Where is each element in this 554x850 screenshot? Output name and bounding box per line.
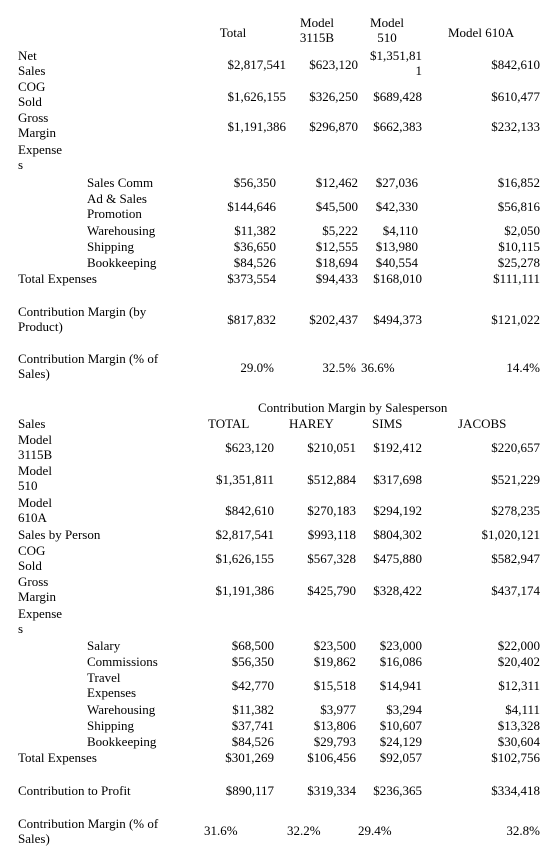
- sp-shipping-total: $37,741: [231, 718, 274, 733]
- commissions-label: Commissions: [87, 654, 158, 669]
- sp-cog-sold-harey: $567,328: [307, 551, 356, 566]
- contrib-margin-total: $817,832: [227, 312, 276, 327]
- sp-610a-total: $842,610: [225, 503, 274, 518]
- total-expenses-510: $168,010: [373, 271, 422, 286]
- net-sales-3115b: $623,120: [309, 57, 358, 72]
- sp-contrib-pct-jacobs: 32.8%: [506, 823, 540, 838]
- contrib-pct-610a: 14.4%: [506, 360, 540, 375]
- sp-cog-sold-total: $1,626,155: [215, 551, 274, 566]
- sp-gross-margin-total: $1,191,386: [215, 583, 274, 598]
- shipping-3115b: $12,555: [315, 239, 358, 254]
- commissions-jacobs: $20,402: [497, 654, 540, 669]
- sales-header: Sales: [18, 416, 46, 431]
- commissions-sims: $16,086: [379, 654, 422, 669]
- sales-comm-610a: $16,852: [497, 175, 540, 190]
- ad-promo-610a: $56,816: [497, 199, 540, 214]
- sp-610a-jacobs: $278,235: [491, 503, 540, 518]
- salary-sims: $23,000: [379, 638, 422, 653]
- warehousing-510: $4,110: [382, 223, 418, 238]
- bookkeeping-total: $84,526: [233, 255, 276, 270]
- sp-cog-sold-sims: $475,880: [373, 551, 422, 566]
- contrib-pct-3115b: 32.5%: [322, 360, 356, 375]
- contrib-margin-510: $494,373: [373, 312, 422, 327]
- travel-total: $42,770: [231, 678, 274, 693]
- contrib-pct-label: Contribution Margin (% of Sales): [18, 351, 159, 381]
- contrib-margin-610a: $121,022: [491, 312, 540, 327]
- travel-sims: $14,941: [379, 678, 422, 693]
- contrib-profit-total: $890,117: [225, 783, 274, 798]
- sp-cog-sold-label: COG Sold: [18, 543, 46, 573]
- header-total: Total: [219, 25, 247, 40]
- ad-promo-total: $144,646: [227, 199, 276, 214]
- sp-warehousing-total: $11,382: [232, 702, 274, 717]
- gross-margin-3115b: $296,870: [309, 119, 358, 134]
- sp-warehousing-label: Warehousing: [87, 702, 156, 717]
- salesperson-title: Contribution Margin by Salesperson: [258, 400, 448, 415]
- cog-sold-610a: $610,477: [491, 89, 540, 104]
- shipping-510: $13,980: [375, 239, 418, 254]
- sp-warehousing-sims: $3,294: [386, 702, 422, 717]
- sp-shipping-jacobs: $13,328: [497, 718, 540, 733]
- commissions-harey: $19,862: [313, 654, 356, 669]
- sp-bookkeeping-harey: $29,793: [313, 734, 356, 749]
- sp-3115b-harey: $210,051: [307, 440, 356, 455]
- warehousing-total: $11,382: [234, 223, 276, 238]
- warehousing-610a: $2,050: [504, 223, 540, 238]
- salary-label: Salary: [87, 638, 121, 653]
- cog-sold-3115b: $326,250: [309, 89, 358, 104]
- gross-margin-label: Gross Margin: [18, 110, 57, 140]
- contrib-profit-sims: $236,365: [373, 783, 422, 798]
- sp-shipping-sims: $10,607: [379, 718, 422, 733]
- sp-total-expenses-harey: $106,456: [307, 750, 356, 765]
- sp-610a-sims: $294,192: [373, 503, 422, 518]
- contrib-profit-jacobs: $334,418: [491, 783, 540, 798]
- sp-gross-margin-jacobs: $437,174: [491, 583, 540, 598]
- salary-harey: $23,500: [313, 638, 356, 653]
- sp-3115b-sims: $192,412: [373, 440, 422, 455]
- sp-3115b-total: $623,120: [225, 440, 274, 455]
- sp-gross-margin-sims: $328,422: [373, 583, 422, 598]
- sp-total-expenses-label: Total Expenses: [18, 750, 97, 765]
- commissions-total: $56,350: [231, 654, 274, 669]
- net-sales-total: $2,817,541: [227, 57, 286, 72]
- bookkeeping-610a: $25,278: [497, 255, 540, 270]
- gross-margin-610a: $232,133: [491, 119, 540, 134]
- total-expenses-label: Total Expenses: [18, 271, 97, 286]
- ad-promo-label: Ad & Sales Promotion: [87, 191, 147, 221]
- sp-510-label: Model 510: [18, 463, 52, 493]
- total-expenses-610a: $111,111: [493, 271, 540, 286]
- salary-total: $68,500: [231, 638, 274, 653]
- sp-cog-sold-jacobs: $582,947: [491, 551, 540, 566]
- gross-margin-total: $1,191,386: [227, 119, 286, 134]
- sales-by-person-jacobs: $1,020,121: [481, 527, 540, 542]
- sp-bookkeeping-label: Bookkeeping: [87, 734, 157, 749]
- travel-harey: $15,518: [313, 678, 356, 693]
- sales-by-person-label: Sales by Person: [18, 527, 101, 542]
- bookkeeping-label: Bookkeeping: [87, 255, 157, 270]
- header-model-510: Model 510: [370, 15, 404, 45]
- sales-comm-3115b: $12,462: [315, 175, 358, 190]
- sp-510-total: $1,351,811: [215, 472, 274, 487]
- shipping-total: $36,650: [233, 239, 276, 254]
- contrib-margin-3115b: $202,437: [309, 312, 358, 327]
- gross-margin-510: $662,383: [373, 119, 422, 134]
- cog-sold-label: COG Sold: [18, 79, 46, 109]
- sp-warehousing-jacobs: $4,111: [505, 702, 540, 717]
- contrib-profit-harey: $319,334: [307, 783, 356, 798]
- ad-promo-510: $42,330: [375, 199, 418, 214]
- sp-bookkeeping-total: $84,526: [231, 734, 274, 749]
- sp-total-expenses-sims: $92,057: [379, 750, 422, 765]
- expenses-label: Expense s: [18, 142, 63, 172]
- bookkeeping-3115b: $18,694: [315, 255, 358, 270]
- warehousing-3115b: $5,222: [322, 223, 358, 238]
- sp-shipping-label: Shipping: [87, 718, 134, 733]
- sp-gross-margin-harey: $425,790: [307, 583, 356, 598]
- salary-jacobs: $22,000: [497, 638, 540, 653]
- net-sales-label: Net Sales: [18, 48, 46, 78]
- ad-promo-3115b: $45,500: [315, 199, 358, 214]
- sp-warehousing-harey: $3,977: [320, 702, 356, 717]
- header-sims: SIMS: [372, 416, 403, 431]
- sp-contrib-pct-harey: 32.2%: [287, 823, 321, 838]
- contrib-pct-total: 29.0%: [240, 360, 274, 375]
- sp-610a-label: Model 610A: [18, 495, 52, 525]
- header-harey: HAREY: [289, 416, 334, 431]
- net-sales-510: $1,351,81 1: [370, 48, 422, 78]
- sp-bookkeeping-sims: $24,129: [379, 734, 422, 749]
- header-model-610a: Model 610A: [448, 25, 515, 40]
- sp-contrib-pct-total: 31.6%: [204, 823, 238, 838]
- bookkeeping-510: $40,554: [375, 255, 418, 270]
- sp-contrib-pct-sims: 29.4%: [358, 823, 392, 838]
- contrib-pct-510: 36.6%: [361, 360, 395, 375]
- sales-comm-total: $56,350: [233, 175, 276, 190]
- travel-jacobs: $12,311: [498, 678, 540, 693]
- net-sales-610a: $842,610: [491, 57, 540, 72]
- sp-total-expenses-jacobs: $102,756: [491, 750, 540, 765]
- cog-sold-510: $689,428: [373, 89, 422, 104]
- sales-comm-label: Sales Comm: [87, 175, 154, 190]
- sp-510-harey: $512,884: [307, 472, 356, 487]
- sp-510-sims: $317,698: [373, 472, 422, 487]
- warehousing-label: Warehousing: [87, 223, 156, 238]
- total-expenses-total: $373,554: [227, 271, 276, 286]
- contrib-profit-label: Contribution to Profit: [18, 783, 131, 798]
- sales-comm-510: $27,036: [375, 175, 418, 190]
- total-expenses-3115b: $94,433: [315, 271, 358, 286]
- sales-by-person-total: $2,817,541: [215, 527, 274, 542]
- sp-expenses-label: Expense s: [18, 606, 63, 636]
- sp-gross-margin-label: Gross Margin: [18, 574, 57, 604]
- header-model-3115b: Model 3115B: [299, 15, 335, 45]
- header-jacobs: JACOBS: [458, 416, 507, 431]
- sp-total-expenses-total: $301,269: [225, 750, 274, 765]
- sales-by-person-sims: $804,302: [373, 527, 422, 542]
- shipping-label: Shipping: [87, 239, 134, 254]
- header-total: TOTAL: [208, 416, 250, 431]
- cog-sold-total: $1,626,155: [227, 89, 286, 104]
- sp-shipping-harey: $13,806: [313, 718, 356, 733]
- travel-label: Travel Expenses: [87, 670, 137, 700]
- sp-510-jacobs: $521,229: [491, 472, 540, 487]
- sp-610a-harey: $270,183: [307, 503, 356, 518]
- sales-by-person-harey: $993,118: [307, 527, 356, 542]
- sp-contrib-pct-label: Contribution Margin (% of Sales): [18, 816, 159, 846]
- shipping-610a: $10,115: [498, 239, 540, 254]
- sp-3115b-jacobs: $220,657: [491, 440, 540, 455]
- sp-3115b-label: Model 3115B: [18, 432, 53, 462]
- contrib-margin-label: Contribution Margin (by Product): [18, 304, 147, 334]
- sp-bookkeeping-jacobs: $30,604: [497, 734, 540, 749]
